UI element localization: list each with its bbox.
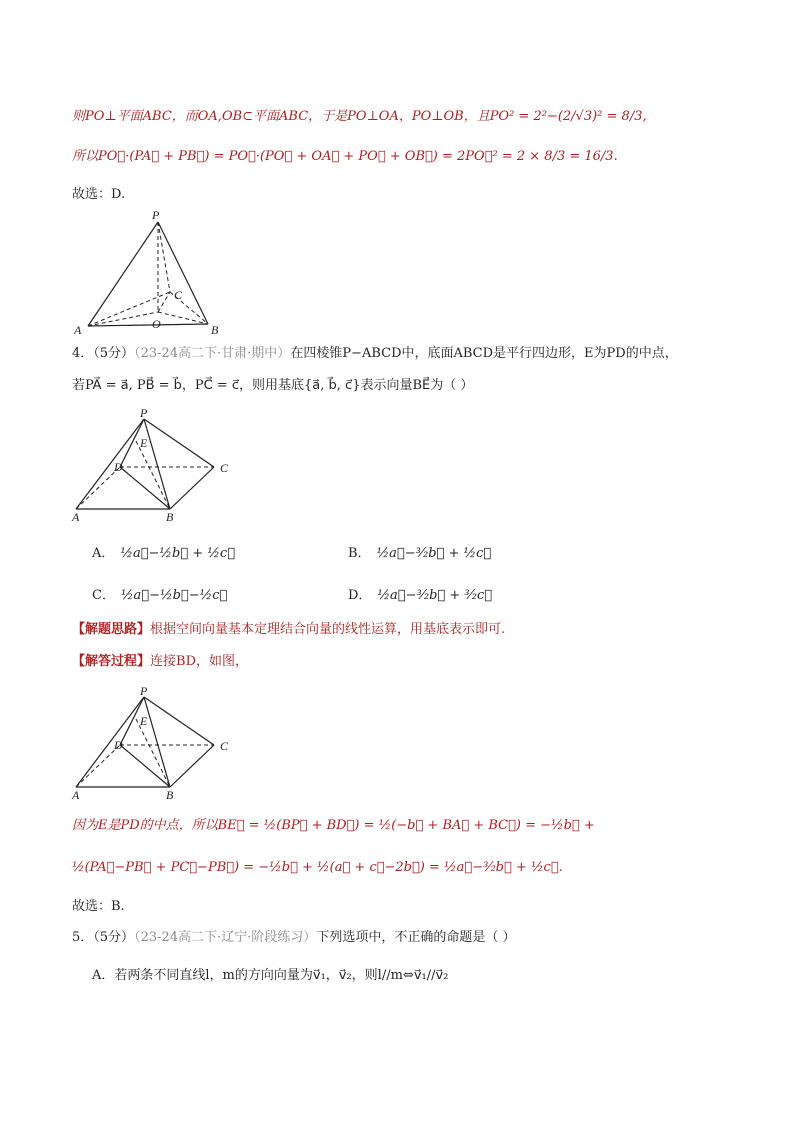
option-c[interactable]: C． ½a⃗−½b⃗−½c⃗ bbox=[92, 588, 228, 603]
q4-number: 4． bbox=[72, 346, 94, 361]
q4-idea bbox=[72, 621, 505, 639]
label-E: E bbox=[140, 714, 148, 728]
q4-answer: 故选：B. bbox=[72, 899, 125, 914]
label-B: B bbox=[166, 510, 174, 524]
label-P: P bbox=[152, 208, 160, 222]
prev-answer: 故选：D. bbox=[72, 187, 126, 202]
process-tag: 【解答过程】 bbox=[72, 654, 151, 669]
label-C: C bbox=[220, 739, 229, 753]
label-A: A bbox=[72, 510, 80, 524]
idea-tag: 【解题思路】 bbox=[72, 622, 151, 637]
q4-score: （5分） bbox=[93, 346, 135, 361]
label-D: D bbox=[114, 738, 123, 752]
label-P: P bbox=[140, 406, 148, 420]
pyramid-figure-1 bbox=[70, 206, 230, 338]
q4-header bbox=[72, 345, 678, 363]
q4-solution-1: 因为E是PD的中点，所以BE⃗ = ½(BP⃗ + BD⃗) = ½(−b⃗ + BA⃗ + BC⃗) = −½b⃗ + bbox=[72, 818, 595, 833]
q4-process bbox=[72, 653, 248, 671]
process-text: 连接BD，如图， bbox=[150, 654, 248, 669]
pyramid-figure-2 bbox=[64, 405, 244, 525]
q5-score: （5分） bbox=[93, 930, 135, 945]
option-b[interactable]: B． ½a⃗−³⁄₂b⃗ + ½c⃗ bbox=[348, 546, 492, 561]
label-A: A bbox=[72, 788, 80, 802]
label-O: O bbox=[152, 317, 161, 331]
label-C: C bbox=[220, 461, 229, 475]
label-D: D bbox=[114, 460, 123, 474]
q5-stem: 下列选项中，不正确的命题是（ ） bbox=[316, 930, 516, 945]
idea-text: 根据空间向量基本定理结合向量的线性运算，用基底表示即可. bbox=[150, 622, 506, 637]
label-P: P bbox=[140, 684, 148, 698]
label-B: B bbox=[211, 323, 219, 337]
q4-solution-2: ½(PA⃗−PB⃗ + PC⃗−PB⃗) = −½b⃗ + ½(a⃗ + c⃗−2b⃗) = ½a⃗−³⁄₂b⃗ + ½c⃗. bbox=[72, 860, 563, 875]
q5-header bbox=[72, 929, 515, 947]
label-A: A bbox=[74, 323, 82, 337]
label-E: E bbox=[140, 436, 148, 450]
pyramid-figure-3 bbox=[64, 683, 244, 803]
prev-line-2: 所以PO⃗·(PA⃗ + PB⃗) = PO⃗·(PO⃗ + OA⃗ + PO⃗ + OB⃗) = 2PO⃗² = 2 × 8/3 = 16/3. bbox=[72, 149, 618, 164]
q5-option-a[interactable]: A．若两条不同直线l，m的方向向量为v⃗₁，v⃗₂，则l//m⇔v⃗₁//v⃗₂ bbox=[92, 968, 449, 983]
q5-source: （23-24高二下·辽宁·阶段练习） bbox=[134, 930, 317, 945]
option-d[interactable]: D． ½a⃗−³⁄₂b⃗ + ³⁄₂c⃗ bbox=[348, 588, 493, 603]
prev-line-1: 则PO⊥平面ABC，而OA,OB⊂平面ABC，于是PO⊥OA，PO⊥OB，且PO² = 2²−(2/√3)² = 8/3, bbox=[72, 109, 647, 124]
q5-number: 5． bbox=[72, 930, 94, 945]
q4-source: （23-24高二下·甘肃·期中） bbox=[134, 346, 291, 361]
label-B: B bbox=[166, 788, 174, 802]
q4-stem-1: 在四棱锥P−ABCD中，底面ABCD是平行四边形，E为PD的中点， bbox=[290, 346, 678, 361]
option-a[interactable]: A． ½a⃗−½b⃗ + ½c⃗ bbox=[92, 546, 235, 561]
label-C: C bbox=[174, 288, 183, 302]
q4-stem-2: 若PA⃗ = a⃗, PB⃗ = b⃗，PC⃗ = c⃗，则用基底{a⃗, b⃗, c⃗}表示向量BE⃗为（ ） bbox=[72, 378, 474, 393]
